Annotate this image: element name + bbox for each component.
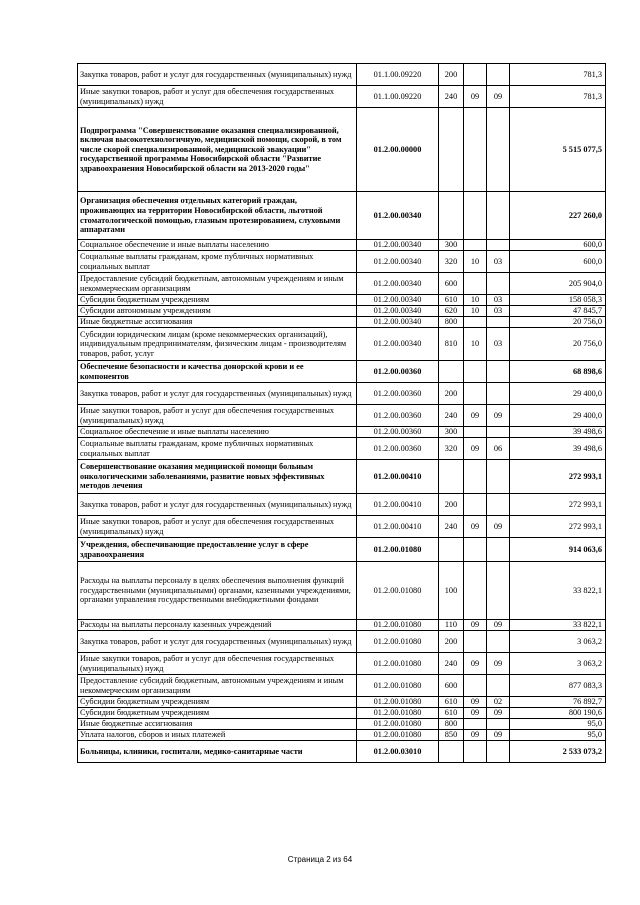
expense-name-cell: Субсидии юридическим лицам (кроме некоммерческих организаций), индивидуальным предпринимателям, физическим лицам - производителям товаров, работ, услуг [78, 328, 357, 361]
expense-name-cell: Уплата налогов, сборов и иных платежей [78, 730, 357, 741]
target-article-code-cell: 01.2.00.01080 [357, 538, 439, 562]
table-row [78, 631, 606, 653]
amount-cell: 272 993,1 [510, 516, 606, 538]
target-article-code-cell: 01.2.00.00360 [357, 405, 439, 427]
amount-cell: 2 533 073,2 [510, 741, 606, 763]
table-row [78, 719, 606, 730]
expense-name-cell: Иные закупки товаров, работ и услуг для обеспечения государственных (муниципальных) нужд [78, 516, 357, 538]
section-cell [464, 538, 487, 562]
table-row [78, 317, 606, 328]
subsection-cell: 09 [487, 516, 510, 538]
table-row [78, 427, 606, 438]
expense-name-cell: Организация обеспечения отдельных категорий граждан, проживающих на территории Новосибирской области, льготной стоматологической помощью, глазным протезированием, слуховыми аппаратами [78, 192, 357, 240]
target-article-code-cell: 01.2.00.00340 [357, 240, 439, 251]
amount-cell: 95,0 [510, 730, 606, 741]
expense-type-cell: 610 [439, 708, 464, 719]
target-article-code-cell: 01.1.00.09220 [357, 86, 439, 108]
expense-type-cell: 610 [439, 295, 464, 306]
expense-type-cell: 300 [439, 240, 464, 251]
table-row [78, 192, 606, 240]
subsection-cell [487, 427, 510, 438]
subsection-cell: 09 [487, 86, 510, 108]
amount-cell: 800 190,6 [510, 708, 606, 719]
amount-cell: 68 898,6 [510, 361, 606, 383]
amount-cell: 272 993,1 [510, 460, 606, 494]
target-article-code-cell: 01.2.00.00340 [357, 192, 439, 240]
target-article-code-cell: 01.2.00.00360 [357, 361, 439, 383]
table-row [78, 730, 606, 741]
table-row [78, 460, 606, 494]
subsection-cell [487, 240, 510, 251]
subsection-cell: 09 [487, 708, 510, 719]
section-cell: 10 [464, 306, 487, 317]
table-row [78, 697, 606, 708]
subsection-cell [487, 741, 510, 763]
expense-name-cell: Иные закупки товаров, работ и услуг для обеспечения государственных (муниципальных) нужд [78, 653, 357, 675]
expense-type-cell: 600 [439, 675, 464, 697]
expense-name-cell: Социальное обеспечение и иные выплаты населению [78, 240, 357, 251]
expense-type-cell: 800 [439, 317, 464, 328]
expense-name-cell: Социальное обеспечение и иные выплаты населению [78, 427, 357, 438]
table-row [78, 251, 606, 273]
subsection-cell: 03 [487, 295, 510, 306]
section-cell [464, 383, 487, 405]
section-cell: 09 [464, 708, 487, 719]
section-cell [464, 494, 487, 516]
expense-name-cell: Субсидии бюджетным учреждениям [78, 295, 357, 306]
table-row [78, 383, 606, 405]
target-article-code-cell: 01.2.00.00340 [357, 317, 439, 328]
subsection-cell: 03 [487, 251, 510, 273]
target-article-code-cell: 01.1.00.09220 [357, 64, 439, 86]
subsection-cell [487, 192, 510, 240]
target-article-code-cell: 01.2.00.01080 [357, 697, 439, 708]
expense-name-cell: Субсидии бюджетным учреждениям [78, 708, 357, 719]
section-cell [464, 562, 487, 620]
amount-cell: 877 083,3 [510, 675, 606, 697]
section-cell: 09 [464, 86, 487, 108]
expense-name-cell: Социальные выплаты гражданам, кроме публичных нормативных социальных выплат [78, 438, 357, 460]
table-row [78, 108, 606, 192]
expense-name-cell: Иные бюджетные ассигнования [78, 317, 357, 328]
amount-cell: 3 063,2 [510, 653, 606, 675]
expense-name-cell: Обеспечение безопасности и качества донорской крови и ее компонентов [78, 361, 357, 383]
expense-type-cell: 620 [439, 306, 464, 317]
amount-cell: 272 993,1 [510, 494, 606, 516]
section-cell: 09 [464, 405, 487, 427]
subsection-cell: 06 [487, 438, 510, 460]
expense-type-cell: 100 [439, 562, 464, 620]
section-cell: 10 [464, 328, 487, 361]
amount-cell: 781,3 [510, 86, 606, 108]
subsection-cell: 09 [487, 405, 510, 427]
target-article-code-cell: 01.2.00.00340 [357, 306, 439, 317]
subsection-cell [487, 317, 510, 328]
section-cell [464, 64, 487, 86]
section-cell: 09 [464, 653, 487, 675]
expense-name-cell: Совершенствование оказания медицинской помощи больным онкологическими заболеваниями, развитие новых эффективных методов лечения [78, 460, 357, 494]
amount-cell: 20 756,0 [510, 328, 606, 361]
table-row [78, 653, 606, 675]
subsection-cell: 03 [487, 306, 510, 317]
budget-table [77, 63, 606, 763]
subsection-cell: 02 [487, 697, 510, 708]
section-cell: 09 [464, 438, 487, 460]
target-article-code-cell: 01.2.00.00340 [357, 273, 439, 295]
section-cell [464, 741, 487, 763]
section-cell: 09 [464, 620, 487, 631]
expense-name-cell: Расходы на выплаты персоналу казенных учреждений [78, 620, 357, 631]
subsection-cell [487, 538, 510, 562]
subsection-cell: 03 [487, 328, 510, 361]
target-article-code-cell: 01.2.00.01080 [357, 719, 439, 730]
target-article-code-cell: 01.2.00.00360 [357, 427, 439, 438]
amount-cell: 20 756,0 [510, 317, 606, 328]
section-cell [464, 719, 487, 730]
table-row [78, 438, 606, 460]
expense-type-cell: 200 [439, 494, 464, 516]
table-row [78, 562, 606, 620]
expense-name-cell: Субсидии бюджетным учреждениям [78, 697, 357, 708]
subsection-cell [487, 719, 510, 730]
subsection-cell [487, 675, 510, 697]
amount-cell: 600,0 [510, 240, 606, 251]
table-row [78, 295, 606, 306]
expense-type-cell: 240 [439, 86, 464, 108]
expense-name-cell: Иные закупки товаров, работ и услуг для обеспечения государственных (муниципальных) нужд [78, 405, 357, 427]
expense-type-cell: 320 [439, 438, 464, 460]
subsection-cell [487, 460, 510, 494]
target-article-code-cell: 01.2.00.01080 [357, 730, 439, 741]
section-cell: 10 [464, 251, 487, 273]
expense-name-cell: Больницы, клиники, госпитали, медико-санитарные части [78, 741, 357, 763]
amount-cell: 33 822,1 [510, 562, 606, 620]
target-article-code-cell: 01.2.00.01080 [357, 675, 439, 697]
table-row [78, 405, 606, 427]
expense-name-cell: Социальные выплаты гражданам, кроме публичных нормативных социальных выплат [78, 251, 357, 273]
subsection-cell [487, 383, 510, 405]
subsection-cell: 09 [487, 730, 510, 741]
expense-name-cell: Предоставление субсидий бюджетным, автономным учреждениям и иным некоммерческим организациям [78, 273, 357, 295]
section-cell: 09 [464, 516, 487, 538]
table-row [78, 64, 606, 86]
table-row [78, 516, 606, 538]
expense-type-cell: 240 [439, 516, 464, 538]
amount-cell: 39 498,6 [510, 427, 606, 438]
subsection-cell [487, 108, 510, 192]
amount-cell: 39 498,6 [510, 438, 606, 460]
target-article-code-cell: 01.2.00.00340 [357, 328, 439, 361]
target-article-code-cell: 01.2.00.01080 [357, 620, 439, 631]
section-cell [464, 460, 487, 494]
expense-name-cell: Иные бюджетные ассигнования [78, 719, 357, 730]
section-cell [464, 240, 487, 251]
expense-type-cell: 240 [439, 653, 464, 675]
target-article-code-cell: 01.2.00.01080 [357, 653, 439, 675]
expense-type-cell: 320 [439, 251, 464, 273]
amount-cell: 914 063,6 [510, 538, 606, 562]
target-article-code-cell: 01.2.00.00000 [357, 108, 439, 192]
section-cell [464, 108, 487, 192]
target-article-code-cell: 01.2.00.00410 [357, 516, 439, 538]
page-number-footer: Страница 2 из 64 [287, 855, 353, 864]
section-cell [464, 361, 487, 383]
expense-type-cell: 200 [439, 383, 464, 405]
section-cell [464, 273, 487, 295]
expense-name-cell: Закупка товаров, работ и услуг для государственных (муниципальных) нужд [78, 494, 357, 516]
expense-type-cell: 200 [439, 64, 464, 86]
expense-type-cell [439, 741, 464, 763]
amount-cell: 47 845,7 [510, 306, 606, 317]
subsection-cell [487, 494, 510, 516]
expense-type-cell: 600 [439, 273, 464, 295]
table-row [78, 494, 606, 516]
expense-type-cell: 200 [439, 631, 464, 653]
section-cell: 09 [464, 730, 487, 741]
section-cell [464, 317, 487, 328]
expense-name-cell: Расходы на выплаты персоналу в целях обеспечения выполнения функций государственными (муниципальными) органами, казенными учреждениями, органами управления государственными внебюджетными фондами [78, 562, 357, 620]
subsection-cell: 09 [487, 653, 510, 675]
amount-cell: 781,3 [510, 64, 606, 86]
expense-type-cell: 240 [439, 405, 464, 427]
table-row [78, 708, 606, 719]
table-row [78, 741, 606, 763]
expense-name-cell: Иные закупки товаров, работ и услуг для обеспечения государственных (муниципальных) нужд [78, 86, 357, 108]
budget-table-body [78, 64, 606, 763]
target-article-code-cell: 01.2.00.00410 [357, 460, 439, 494]
expense-type-cell: 800 [439, 719, 464, 730]
target-article-code-cell: 01.2.00.00410 [357, 494, 439, 516]
amount-cell: 158 058,3 [510, 295, 606, 306]
expense-type-cell: 850 [439, 730, 464, 741]
target-article-code-cell: 01.2.00.03010 [357, 741, 439, 763]
expense-type-cell [439, 108, 464, 192]
expense-type-cell: 810 [439, 328, 464, 361]
expense-type-cell: 610 [439, 697, 464, 708]
table-row [78, 86, 606, 108]
expense-name-cell: Закупка товаров, работ и услуг для государственных (муниципальных) нужд [78, 383, 357, 405]
expense-name-cell: Подпрограмма "Совершенствование оказания специализированной, включая высокотехнологичную, медицинской помощи, скорой, в том числе скорой специализированной, медицинской эвакуации" государственной программы Новосибирской области "Развитие здравоохранения Новосибирской области на 2013-2020 годы" [78, 108, 357, 192]
target-article-code-cell: 01.2.00.01080 [357, 562, 439, 620]
amount-cell: 29 400,0 [510, 383, 606, 405]
amount-cell: 95,0 [510, 719, 606, 730]
amount-cell: 3 063,2 [510, 631, 606, 653]
amount-cell: 205 904,0 [510, 273, 606, 295]
expense-name-cell: Учреждения, обеспечивающие предоставление услуг в сфере здравоохранения [78, 538, 357, 562]
target-article-code-cell: 01.2.00.01080 [357, 631, 439, 653]
expense-type-cell [439, 538, 464, 562]
expense-name-cell: Предоставление субсидий бюджетным, автономным учреждениям и иным некоммерческим организациям [78, 675, 357, 697]
subsection-cell: 09 [487, 620, 510, 631]
table-row [78, 538, 606, 562]
section-cell [464, 427, 487, 438]
expense-type-cell: 110 [439, 620, 464, 631]
table-row [78, 620, 606, 631]
target-article-code-cell: 01.2.00.00360 [357, 383, 439, 405]
expense-type-cell [439, 192, 464, 240]
subsection-cell [487, 273, 510, 295]
amount-cell: 5 515 077,5 [510, 108, 606, 192]
section-cell [464, 675, 487, 697]
amount-cell: 33 822,1 [510, 620, 606, 631]
table-row [78, 273, 606, 295]
subsection-cell [487, 631, 510, 653]
expense-name-cell: Закупка товаров, работ и услуг для государственных (муниципальных) нужд [78, 64, 357, 86]
table-row [78, 361, 606, 383]
amount-cell: 227 260,0 [510, 192, 606, 240]
subsection-cell [487, 361, 510, 383]
expense-type-cell [439, 460, 464, 494]
table-row [78, 675, 606, 697]
section-cell [464, 192, 487, 240]
table-row [78, 328, 606, 361]
expense-name-cell: Субсидии автономным учреждениям [78, 306, 357, 317]
amount-cell: 29 400,0 [510, 405, 606, 427]
amount-cell: 76 892,7 [510, 697, 606, 708]
subsection-cell [487, 562, 510, 620]
expense-type-cell: 300 [439, 427, 464, 438]
expense-type-cell [439, 361, 464, 383]
target-article-code-cell: 01.2.00.00340 [357, 295, 439, 306]
section-cell [464, 631, 487, 653]
table-row [78, 240, 606, 251]
table-row [78, 306, 606, 317]
subsection-cell [487, 64, 510, 86]
section-cell: 09 [464, 697, 487, 708]
section-cell: 10 [464, 295, 487, 306]
target-article-code-cell: 01.2.00.00360 [357, 438, 439, 460]
target-article-code-cell: 01.2.00.00340 [357, 251, 439, 273]
target-article-code-cell: 01.2.00.01080 [357, 708, 439, 719]
expense-name-cell: Закупка товаров, работ и услуг для государственных (муниципальных) нужд [78, 631, 357, 653]
amount-cell: 600,0 [510, 251, 606, 273]
